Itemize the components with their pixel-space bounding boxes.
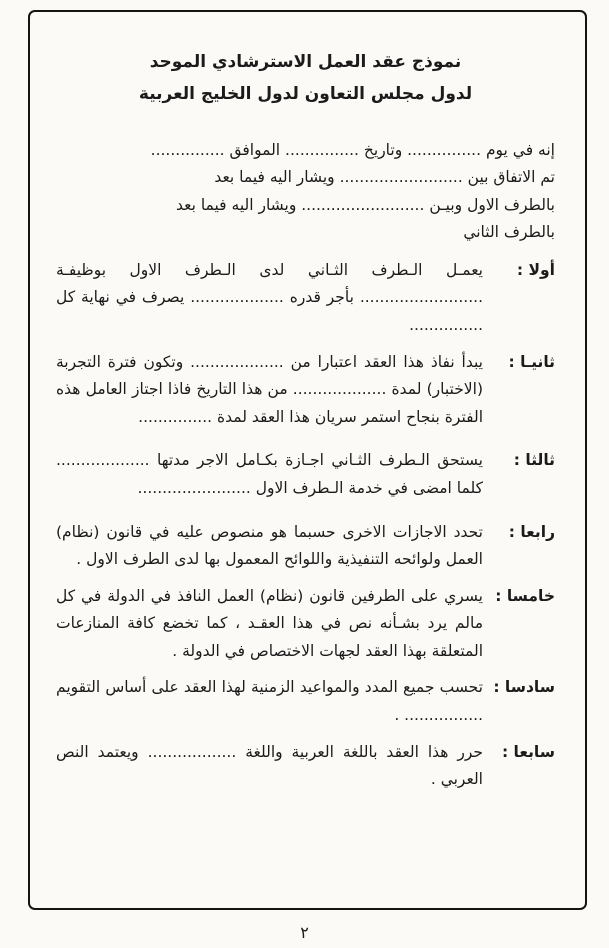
- document-title-line2: لدول مجلس التعاون لدول الخليج العربية: [138, 84, 473, 105]
- preamble-line-date: إنه في يوم ............... وتاريخ ............... الموافق ...............: [150, 140, 555, 159]
- clause-text: يسري على الطرفين قانون (نظام) العمل النافذ في الدولة في كل مالم يرد بشـأنه نص في هذا العقـد ، كما تخضع كافة المنازعات المتعلقة بهذا العقد لجهات الاختصاص في الدولة .: [56, 586, 483, 660]
- contract-preamble: [56, 137, 555, 247]
- clause-third: [56, 447, 555, 502]
- clause-sixth: [56, 674, 555, 729]
- clause-label: سادسا :: [493, 678, 555, 697]
- document-title: [56, 46, 555, 111]
- page-number: ٢: [300, 923, 309, 942]
- clause-label: ثالثا :: [513, 451, 555, 470]
- clause-text: تحدد الاجازات الاخرى حسبما هو منصوص عليه في قانون (نظام) العمل ولوائحه التنفيذية واللوائح المعمول بها لدى الطرف الاول .: [56, 522, 483, 569]
- clause-fifth: [56, 583, 555, 666]
- clause-text: تحسب جميع المدد والمواعيد الزمنية لهذا العقد على أساس التقويم ................ .: [56, 678, 483, 724]
- contract-document: [56, 46, 555, 794]
- clause-label: خامسا :: [495, 586, 555, 605]
- document-title-line1: نموذج عقد العمل الاسترشادي الموحد: [149, 52, 462, 72]
- clause-text: يستحق الـطرف الثـاني اجـازة بكـامل الاجر مدتها ................... كلما امضى في خدمة الـطرف الاول .......................: [56, 451, 483, 497]
- clause-fourth: [56, 519, 555, 574]
- clause-label: سابعا :: [501, 742, 555, 761]
- preamble-line-party2-name: بالطرف الثاني: [463, 223, 555, 242]
- page-border-frame: [28, 10, 587, 910]
- clause-label: ثانيـا :: [508, 352, 555, 371]
- preamble-line-party2: بالطرف الاول وبيـن ......................... ويشار اليه فيما بعد: [175, 195, 555, 214]
- contract-clauses: [56, 257, 555, 794]
- clause-text: يعمـل الـطرف الثـاني لدى الـطرف الاول بوظيفـة ......................... بأجر قدره ................... يصرف في نهاية كل ...............: [56, 260, 483, 335]
- clause-text: حرر هذا العقد باللغة العربية واللغة .................. ويعتمد النص العربي .: [56, 742, 483, 789]
- clause-second: [56, 349, 555, 432]
- preamble-line-party1: تم الاتفاق بين ......................... ويشار اليه فيما بعد: [214, 168, 555, 187]
- clause-label: أولا :: [516, 260, 555, 279]
- clause-first: [56, 257, 555, 340]
- clause-label: رابعا :: [508, 522, 555, 541]
- clause-text: يبدأ نفاذ هذا العقد اعتبارا من ................... وتكون فترة التجربة (الاختبار) لمدة ................... من هذا التاريخ فاذا اجتاز العامل هذه الفترة بنجاح استمر سريان هذا العقد لمدة ...............: [56, 352, 483, 426]
- clause-seventh: [56, 739, 555, 794]
